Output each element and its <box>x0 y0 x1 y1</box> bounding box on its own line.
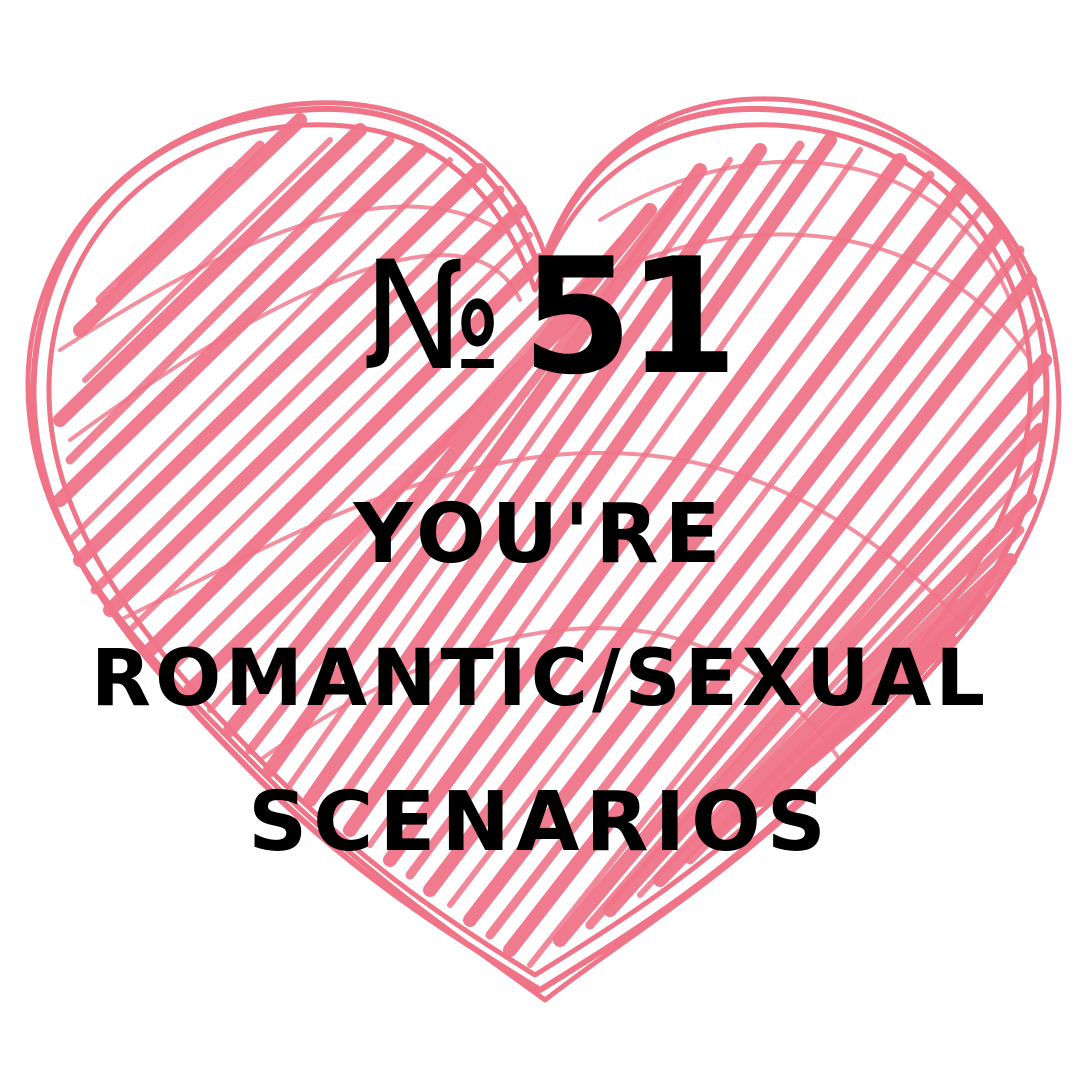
issue-heading <box>0 223 1080 410</box>
title-line-1: YOU'RE <box>353 487 727 582</box>
title-line-2: ROMANTIC/SEXUAL <box>90 634 990 724</box>
numero-sign: № <box>362 230 498 404</box>
title-line-3: SCENARIOS <box>248 775 832 870</box>
issue-number: 51 <box>521 223 733 410</box>
